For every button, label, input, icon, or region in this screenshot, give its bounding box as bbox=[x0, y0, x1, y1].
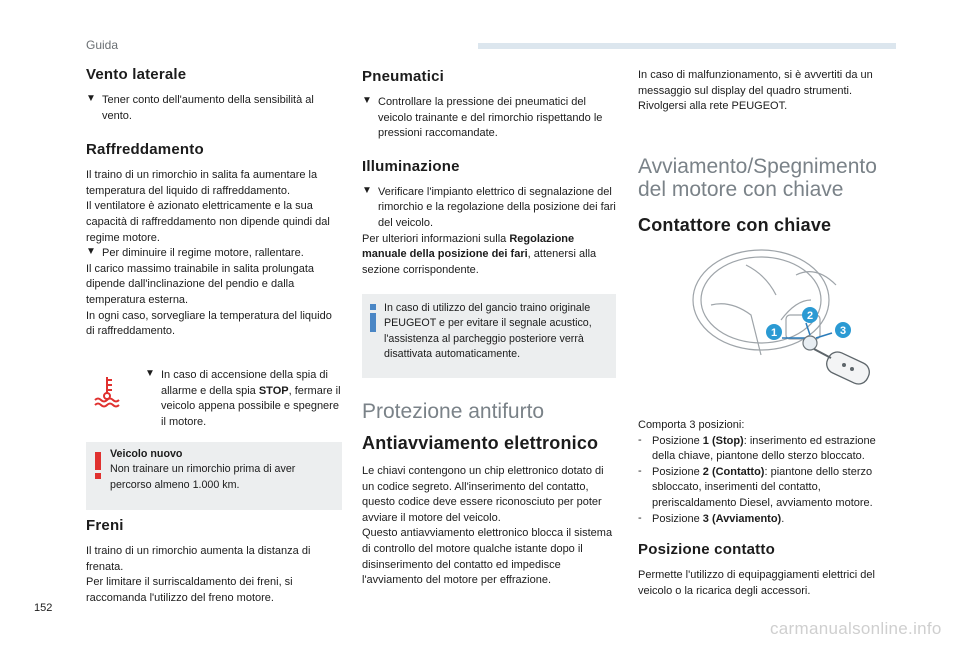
list-text: Posizione 2 (Contatto): piantone dello sterzo sbloccato, inserimenti del contatto, preriscaldamento Diesel, avviamento motore. bbox=[652, 465, 873, 509]
header-bar bbox=[478, 43, 896, 49]
list-item: - Posizione 1 (Stop): inserimento ed estrazione della chiave, piantone dello sterzo bloccato. bbox=[638, 434, 896, 465]
heading-avviamento-l1: Avviamento/Spegnimento bbox=[638, 154, 877, 178]
heading-protezione-antifurto: Protezione antifurto bbox=[362, 400, 545, 423]
paragraph: In caso di malfunzionamento, si è avvertiti da un messaggio sul display del quadro strumenti. Rivolgersi alla rete PEUGEOT. bbox=[638, 69, 873, 113]
towbar-info-note bbox=[362, 294, 616, 378]
column-1 bbox=[86, 66, 342, 340]
heading-contattore: Contattore con chiave bbox=[638, 214, 832, 235]
coolant-temperature-icon bbox=[92, 374, 122, 408]
paragraph: Permette l'utilizzo di equipaggiamenti elettrici del veicolo o la ricarica degli accessori. bbox=[638, 569, 875, 597]
bullet-text: Controllare la pressione dei pneumatici del veicolo trainante e del rimorchio rispettando le pressioni raccomandate. bbox=[378, 96, 603, 140]
column-3 bbox=[638, 68, 896, 236]
bullet-icon: ▼ bbox=[362, 184, 372, 196]
coolant-warning bbox=[86, 360, 342, 436]
key-icon bbox=[814, 349, 873, 388]
positions-section bbox=[638, 418, 896, 599]
paragraph: Comporta 3 posizioni: bbox=[638, 419, 745, 431]
info-icon bbox=[368, 304, 378, 332]
paragraph: Il carico massimo trainabile in salita prolungata dipende dall'inclinazione del pendio e dalla temperatura esterna. bbox=[86, 262, 315, 306]
svg-text:3: 3 bbox=[839, 325, 847, 337]
heading-pneumatici: Pneumatici bbox=[362, 68, 445, 85]
heading-antiavviamento: Antiavviamento elettronico bbox=[362, 433, 599, 453]
freni-section bbox=[86, 517, 342, 606]
paragraph: Il traino di un rimorchio aumenta la distanza di frenata. bbox=[86, 545, 311, 573]
list-text: Posizione 1 (Stop): inserimento ed estrazione della chiave, piantone dello sterzo bloccato. bbox=[652, 434, 876, 463]
section-label: Guida bbox=[86, 38, 119, 52]
bullet-icon: ▼ bbox=[362, 95, 372, 106]
list-item bbox=[145, 368, 345, 430]
paragraph: Questo antiavviamento elettronico blocca il sistema di controllo del motore qualche istante dopo il disinserimento del contatto ed impedisce l'avviamento del motore per effrazione. bbox=[362, 527, 613, 587]
paragraph: Il ventilatore è azionato elettricamente e la sua capacità di raffreddamento non dipende quindi dal regime motore. bbox=[86, 200, 330, 244]
note-title: Veicolo nuovo bbox=[110, 448, 183, 460]
svg-text:2: 2 bbox=[806, 310, 814, 322]
paragraph: In ogni caso, sorvegliare la temperatura del liquido di raffreddamento. bbox=[86, 309, 332, 338]
paragraph: Per ulteriori informazioni sulla Regolazione manuale della posizione dei fari, attenersi alla sezione corrispondente. bbox=[362, 232, 597, 276]
paragraph: Le chiavi contengono un chip elettronico dotato di un codice segreto. All'inserimento del contatto, questo codice deve essere riconosciuto per poter avviare il motore del veicolo. bbox=[362, 465, 604, 524]
list-item: - Posizione 3 (Avviamento). bbox=[638, 512, 896, 528]
bullet-icon: ▼ bbox=[86, 93, 96, 104]
paragraph: Per limitare il surriscaldamento dei freni, si raccomanda l'utilizzo del freno motore. bbox=[86, 576, 293, 604]
heading-freni: Freni bbox=[86, 517, 124, 534]
heading-raffreddamento: Raffreddamento bbox=[86, 141, 204, 159]
watermark: carmanualsonline.info bbox=[770, 619, 942, 638]
list-item bbox=[86, 93, 342, 124]
column-2 bbox=[362, 68, 616, 278]
bullet-icon: ▼ bbox=[145, 368, 155, 379]
svg-text:1: 1 bbox=[770, 327, 778, 339]
list-item bbox=[362, 95, 616, 142]
exclamation-icon bbox=[92, 452, 104, 480]
list-item: - Posizione 2 (Contatto): piantone dello sterzo sbloccato, inserimenti del contatto, preriscaldamento Diesel, avviamento motore. bbox=[638, 465, 896, 512]
bullet-text: Per diminuire il regime motore, rallentare. bbox=[102, 247, 304, 260]
ignition-switch-illustration bbox=[686, 245, 896, 395]
list-text: Posizione 3 (Avviamento). bbox=[652, 512, 785, 525]
list-item bbox=[362, 185, 616, 232]
note-text: In caso di utilizzo del gancio traino originale PEUGEOT e per evitare il segnale acustico, l'assistenza al parcheggio posteriore verrà disattivata automaticamente. bbox=[384, 302, 592, 361]
bullet-icon: ▼ bbox=[86, 246, 96, 258]
antifurto-section bbox=[362, 400, 618, 589]
note-text: Non trainare un rimorchio prima di aver percorso almeno 1.000 km. bbox=[110, 463, 296, 491]
heading-posizione-contatto: Posizione contatto bbox=[638, 541, 775, 559]
page-number: 152 bbox=[34, 602, 53, 614]
heading-vento-laterale: Vento laterale bbox=[86, 66, 187, 83]
bullet-text: Tener conto dell'aumento della sensibilità al vento. bbox=[102, 94, 314, 122]
new-vehicle-note bbox=[86, 442, 342, 510]
paragraph: Il traino di un rimorchio in salita fa aumentare la temperatura del liquido di raffreddamento. bbox=[86, 169, 318, 197]
bullet-text: In caso di accensione della spia di allarme e della spia STOP, fermare il veicolo appena possibile e spegnere il motore. bbox=[161, 369, 341, 428]
list-item bbox=[86, 246, 342, 262]
bullet-text: Verificare l'impianto elettrico di segnalazione del rimorchio e la regolazione della posizione dei fari del veicolo. bbox=[378, 185, 616, 229]
heading-avviamento-l2: del motore con chiave bbox=[638, 177, 844, 201]
heading-illuminazione: Illuminazione bbox=[362, 157, 460, 175]
